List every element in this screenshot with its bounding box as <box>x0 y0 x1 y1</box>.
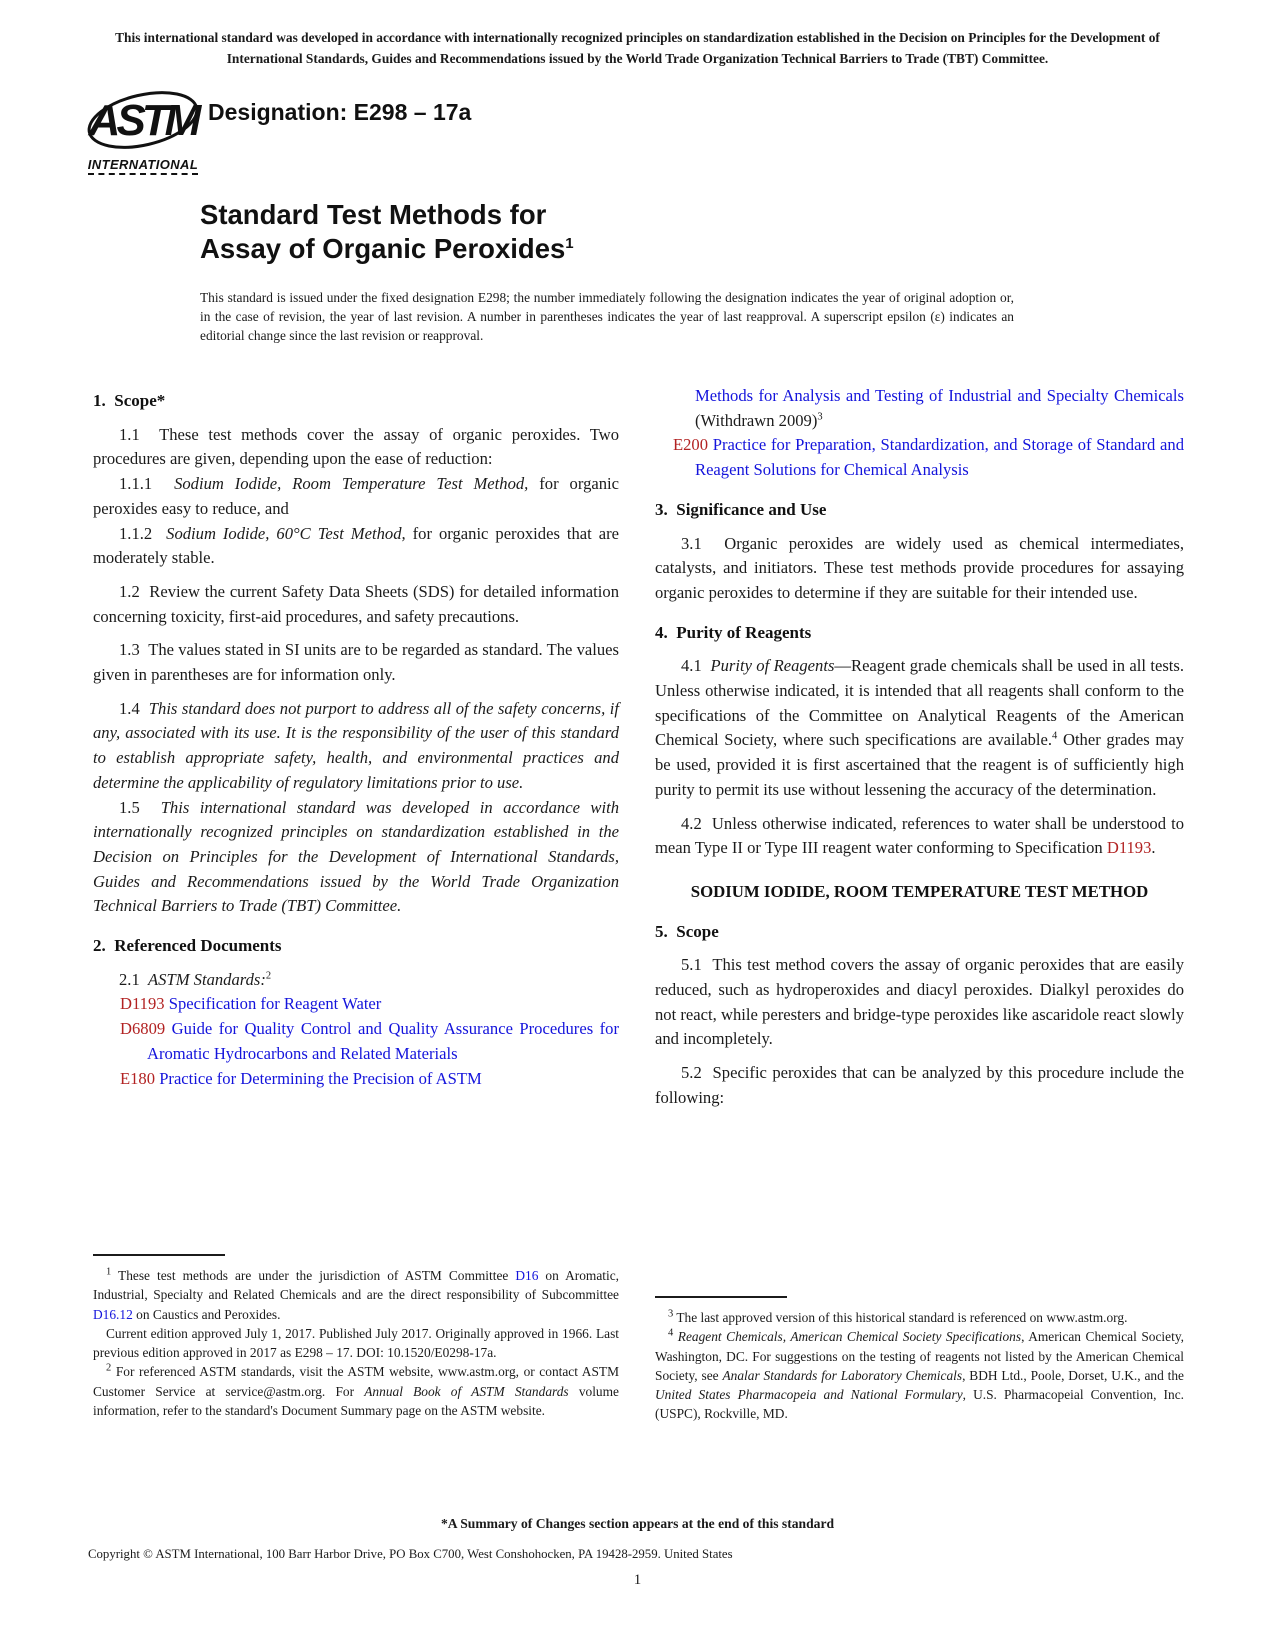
title-line-2: Assay of Organic Peroxides <box>200 233 566 264</box>
standard-link-d1193[interactable]: D1193 <box>120 994 165 1014</box>
astm-international-label: INTERNATIONAL <box>88 157 198 175</box>
standard-title-d1193[interactable]: Specification for Reagent Water <box>168 994 382 1014</box>
para-4-2: 4.2 Unless otherwise indicated, references to water shall be understood to mean Type II or Type III reagent water conforming to Specification D1193. <box>655 813 1184 858</box>
footnote-4: $^4$ Reagent Chemicals, American Chemical Society Specifications, American Chemical Society, Washington, DC. For suggestions on the testing of reagents not listed by the American Chemical Society, see Analar Standards for Laboratory Chemicals, BDH Ltd., Poole, Dorset, U.K., and the United States Pharmacopeia and National Formulary, U.S. Pharmacopeial Convention, Inc. (USPC), Rockville, MD. <box>655 1327 1184 1422</box>
standard-title-e180[interactable]: Practice for Determining the Precision of ASTM <box>159 1068 482 1088</box>
standard-link-d6809[interactable]: D6809 <box>120 1019 166 1039</box>
astm-logo <box>82 84 204 175</box>
footnote-rule-right <box>655 1296 787 1298</box>
summary-of-changes-note: *A Summary of Changes section appears at the end of this standard <box>440 1516 835 1531</box>
para-1-1: 1.1 These test methods cover the assay of organic peroxides. Two procedures are given, depending upon the ease of reduction: <box>93 424 619 469</box>
section-1-heading: 1. Scope* <box>93 391 166 410</box>
title-line-1: Standard Test Methods for <box>200 199 547 230</box>
para-5-1: 5.1 This test method covers the assay of organic peroxides that are easily reduced, such as hydroperoxides and diacyl peroxides. Dialkyl peroxides do not react, while peresters and bridge-type peroxides like ascaridole react slowly and incompletely. <box>655 955 1184 1049</box>
left-footnotes <box>93 1254 619 1420</box>
standard-link-e180[interactable]: E180 <box>120 1068 156 1088</box>
issue-note: This standard is issued under the fixed designation E298; the number immediately following the designation indicates the year of original adoption or, in the case of revision, the year of last revision. A number in parentheses indicates the year of last reapproval. A superscript epsilon (ε) indicates an editorial change since the last revision or reapproval. <box>200 290 1014 343</box>
reference-e200 <box>655 433 1184 482</box>
para-3-1: 3.1 Organic peroxides are widely used as chemical intermediates, catalysts, and initiators. These test methods provide procedures for assaying organic peroxides to determine if they are suitable for their intended use. <box>655 533 1184 602</box>
standard-link-d1193-inline[interactable]: D1193 <box>1106 838 1152 858</box>
wto-notice: This international standard was developed in accordance with internationally recognized principles on standardization established in the Decision on Principles for the Development of International Standards, Guides and Recommendations issued by the World Trade Organization Technical Barriers to Trade (TBT) Committee. <box>115 30 1160 66</box>
section-4-heading: 4. Purity of Reagents <box>655 622 812 642</box>
footnote-rule-left <box>93 1254 225 1256</box>
para-1-3: 1.3 The values stated in SI units are to be regarded as standard. The values given in parentheses are for information only. <box>93 640 619 685</box>
copyright-line: Copyright © ASTM International, 100 Barr Harbor Drive, PO Box C700, West Conshohocken, PA 19428-2959. United States <box>88 1547 733 1561</box>
section-5-heading: 5. Scope <box>655 921 719 941</box>
right-footnotes <box>655 1296 1184 1424</box>
para-1-1-1: 1.1.1 Sodium Iodide, Room Temperature Test Method, for organic peroxides easy to reduce, and <box>93 474 620 518</box>
designation-label: Designation: <box>208 99 348 125</box>
method-heading: SODIUM IODIDE, ROOM TEMPERATURE TEST METHOD <box>690 881 1149 901</box>
para-1-1-2: 1.1.2 Sodium Iodide, 60°C Test Method, for organic peroxides that are moderately stable. <box>93 523 619 568</box>
designation <box>208 99 471 126</box>
standard-title-e200[interactable]: Practice for Preparation, Standardization, and Storage of Standard and Reagent Solutions for Chemical Analysis <box>695 435 1184 480</box>
committee-link-d16[interactable]: D16 <box>515 1268 539 1283</box>
page-number: 1 <box>633 1572 642 1588</box>
footnote-2: $^2$ For referenced ASTM standards, visit the ASTM website, www.astm.org, or contact ASTM Customer Service at service@astm.org. For Annual Book of ASTM Standards volume information, refer to the standard's Document Summary page on the ASTM website. <box>93 1363 619 1419</box>
title-footnote-ref: 1 <box>565 234 574 252</box>
footnote-1-edition: Current edition approved July 1, 2017. Published July 2017. Originally approved in 1966. Last previous edition approved in 2017 as E298 – 17. DOI: 10.1520/E0298-17a. <box>93 1325 619 1361</box>
page-title <box>200 198 574 266</box>
standard-title-e180-cont[interactable]: Methods for Analysis and Testing of Industrial and Specialty Chemicals <box>695 386 1184 405</box>
standard-link-e200[interactable]: E200 <box>673 435 709 455</box>
section-3-heading: 3. Significance and Use <box>655 499 827 519</box>
para-5-2: 5.2 Specific peroxides that can be analyzed by this procedure include the following: <box>655 1063 1184 1107</box>
reference-e180-continuation: Methods for Analysis and Testing of Industrial and Specialty Chemicals (Withdrawn 2009)$^3$ <box>695 386 1184 430</box>
para-1-5: 1.5 This international standard was developed in accordance with internationally recognized principles on standardization established in the Decision on Principles for the Development of International Standards, Guides and Recommendations issued by the World Trade Organization Technical Barriers to Trade (TBT) Committee. <box>93 797 619 916</box>
reference-e180 <box>93 1067 619 1092</box>
reference-d1193 <box>93 992 619 1017</box>
footnote-1: $^1$ These test methods are under the jurisdiction of ASTM Committee D16 on Aromatic, Industrial, Specialty and Related Chemicals and are the direct responsibility of Subcommittee D16.12 on Caustics and Peroxides. <box>93 1266 620 1322</box>
section-2-heading: 2. Referenced Documents <box>93 936 282 956</box>
para-1-2: 1.2 Review the current Safety Data Sheets (SDS) for detailed information concerning toxicity, first-aid procedures, and safety precautions. <box>93 581 619 626</box>
left-column <box>93 384 619 1091</box>
right-column <box>655 384 1184 1111</box>
footnote-3: $^3$ The last approved version of this historical standard is referenced on www.astm.org. <box>668 1308 1128 1325</box>
para-2-1: 2.1 ASTM Standards:$^2$ <box>119 969 272 989</box>
standard-title-d6809[interactable]: Guide for Quality Control and Quality Assurance Procedures for Aromatic Hydrocarbons and Related Materials <box>147 1019 619 1063</box>
designation-code: E298 – 17a <box>353 99 472 125</box>
para-1-4: 1.4 This standard does not purport to address all of the safety concerns, if any, associated with its use. It is the responsibility of the user of this standard to establish appropriate safety, health, and environmental practices and determine the applicability of regulatory limitations prior to use. <box>93 698 619 792</box>
reference-d6809 <box>93 1017 619 1066</box>
astm-globe-icon <box>84 84 202 156</box>
para-4-1: 4.1 Purity of Reagents—Reagent grade chemicals shall be used in all tests. Unless otherwise indicated, it is intended that all reagents shall conform to the specifications of the Committee on Analytical Reagents of the American Chemical Society, where such specifications are available.$^4$ Other grades may be used, provided it is first ascertained that the reagent is of sufficiently high purity to permit its use without lessening the accuracy of the determination. <box>655 656 1184 799</box>
subcommittee-link-d16-12[interactable]: D16.12 <box>93 1306 133 1322</box>
svg-text:ASTM: ASTM <box>88 96 198 145</box>
